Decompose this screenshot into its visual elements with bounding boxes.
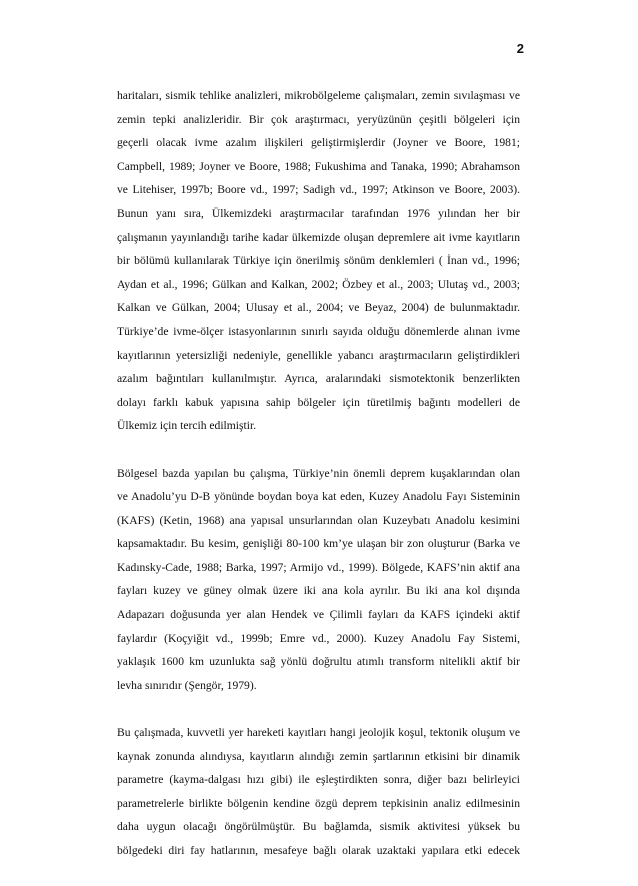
paragraph-line: yaklaşık 1600 km uzunlukta sağ yönlü doğrultu atımlı transform nitelikli aktif bir [117,655,520,669]
paragraph-line: Bunun yanı sıra, Ülkemizdeki araştırmacılar tarafından 1976 yılından her bir [117,206,520,220]
paragraph-line: kayıtlarının yetersizliği nedeniyle, genellikle yabancı araştırmacıların geliştirdikleri [117,348,520,362]
paragraph-line: Kalkan ve Gülkan, 2004; Ulusay et al., 2004; ve Beyaz, 2004) de bulunmaktadır. [117,301,520,315]
paragraph-line: (KAFS) (Ketin, 1968) ana yapısal unsurlarından olan Kuzeybatı Anadolu kesimini [117,513,520,527]
paragraph-line: bölgedeki diri fay hatlarının, mesafeye bağlı olarak uzaktaki yapılara etki edecek [117,844,520,857]
paragraph-line: geçerli olacak ivme azalım ilişkileri geliştirmişlerdir (Joyner ve Boore, 1981; [117,136,520,150]
paragraph-line: ve Anadolu’yu D-B yönünde boydan boya kat eden, Kuzey Anadolu Fayı Sisteminin [117,490,520,504]
paragraph-3 [117,721,520,863]
paragraph-line: Bölgesel bazda yapılan bu çalışma, Türkiye’nin önemli deprem kuşaklarından olan [117,466,520,480]
paragraph-line: Campbell, 1989; Joyner ve Boore, 1988; Fukushima and Tanaka, 1990; Abrahamson [117,159,520,173]
paragraph-line: faylardır (Koçyiğit vd., 1999b; Emre vd., 2000). Kuzey Anadolu Fay Sistemi, [117,631,520,645]
paragraph-line: bir bölümü kullanılarak Türkiye için önerilmiş sönüm denklemleri ( İnan vd., 1996; [117,254,520,268]
page-number: 2 [516,41,524,56]
paragraph-line: Bu çalışmada, kuvvetli yer hareketi kayıtları hangi jeolojik koşul, tektonik oluşum ve [117,726,520,740]
paragraph-1 [117,84,520,438]
body-text [117,84,520,886]
paragraph-line: fayları kuzey ve güney olmak üzere iki ana kola ayrılır. Bu iki ana kol dışında [117,584,520,598]
paragraph-line: daha uygun olacağı öngörülmüştür. Bu bağlamda, sismik aktivitesi yüksek bu [117,820,520,834]
paragraph-line: parametrelerle birlikte bölgenin kendine özgü deprem tepkisinin analiz edilmesinin [117,796,520,810]
paragraph-line: Ülkemiz için tercih edilmiştir. [117,419,257,433]
paragraph-line: dolayı farklı kabuk yapısına sahip bölgeler için türetilmiş bağıntı modelleri de [117,395,520,409]
paragraph-line: Adapazarı doğusunda yer alan Hendek ve Çilimli fayları da KAFS içindeki aktif [117,608,520,622]
paragraph-line: haritaları, sismik tehlike analizleri, mikrobölgeleme çalışmaları, zemin sıvılaşması ve [117,89,520,102]
paragraph-line: parametre (kayma-dalgası hızı gibi) ile eşleştirdikten sonra, diğer bazı belirleyici [117,773,520,787]
paragraph-line: levha sınırıdır (Şengör, 1979). [117,678,257,692]
paragraph-line: Türkiye’de ivme-ölçer istasyonlarının sınırlı sayıda olduğu dönemlerde alınan ivme [117,324,520,338]
paragraph-line: azalım bağıntıları kullanılmıştır. Ayrıca, aralarındaki sismotektonik benzerlikten [117,372,520,386]
paragraph-line: çalışmanın yayınlandığı tarihe kadar ülkemizde oluşan depremlere ait ivme kayıtların [117,230,520,244]
paragraph-line: kaynak zonunda alındıysa, kayıtların alındığı zemin şartlarının etkisini bir dinamik [117,749,520,763]
paragraph-2 [117,462,520,698]
paragraph-line: Kadınsky-Cade, 1988; Barka, 1997; Armijo vd., 1999). Bölgede, KAFS’nin aktif ana [117,560,520,574]
paragraph-line: kapsamaktadır. Bu kesim, genişliği 80-100 km’ye ulaşan bir zon oluşturur (Barka ve [117,537,520,551]
paragraph-line: Aydan et al., 1996; Gülkan and Kalkan, 2002; Özbey et al., 2003; Ulutaş vd., 2003; [117,277,520,291]
paragraph-line: zemin tepki analizleridir. Bir çok araştırmacı, yeryüzünün çeşitli bölgeleri için [117,112,520,126]
paragraph-line: ve Litehiser, 1997b; Boore vd., 1997; Sadigh vd., 1997; Atkinson ve Boore, 2003). [117,183,520,197]
